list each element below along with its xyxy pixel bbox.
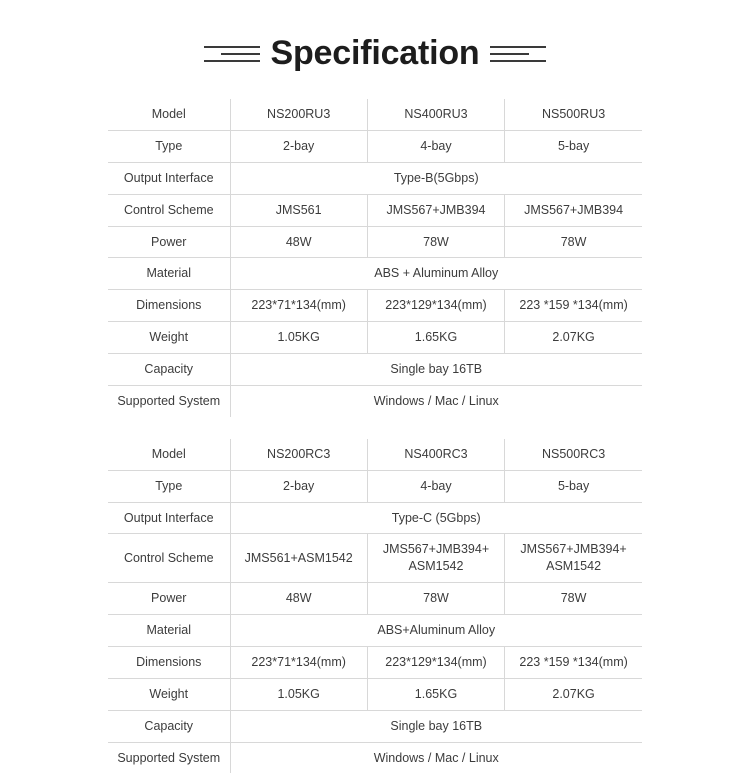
table-row xyxy=(108,534,642,583)
table-row xyxy=(108,502,642,534)
row-value: NS400RU3 xyxy=(367,99,504,130)
table-row xyxy=(108,290,642,322)
table-row xyxy=(108,646,642,678)
row-value: 48W xyxy=(230,226,367,258)
row-value: JMS567+JMB394+ ASM1542 xyxy=(505,534,642,583)
table-row xyxy=(108,470,642,502)
row-value: 1.65KG xyxy=(367,678,504,710)
row-value: 223*71*134(mm) xyxy=(230,646,367,678)
row-label: Output Interface xyxy=(108,502,230,534)
row-label: Dimensions xyxy=(108,290,230,322)
row-value: 1.05KG xyxy=(230,322,367,354)
row-value: 2-bay xyxy=(230,130,367,162)
row-value-merged: Windows / Mac / Linux xyxy=(230,742,642,773)
row-value: JMS567+JMB394+ ASM1542 xyxy=(367,534,504,583)
row-value: 223*129*134(mm) xyxy=(367,646,504,678)
title-rule-right-icon xyxy=(490,46,546,62)
row-label: Supported System xyxy=(108,385,230,416)
table-row xyxy=(108,710,642,742)
row-value: NS200RU3 xyxy=(230,99,367,130)
row-value: 5-bay xyxy=(505,470,642,502)
table-row xyxy=(108,678,642,710)
row-value-merged: Type-C (5Gbps) xyxy=(230,502,642,534)
row-value: 78W xyxy=(367,226,504,258)
row-value: 78W xyxy=(367,583,504,615)
row-value: JMS567+JMB394 xyxy=(367,194,504,226)
spec-table-usb-b xyxy=(108,99,642,417)
row-label: Capacity xyxy=(108,710,230,742)
row-value: 223 *159 *134(mm) xyxy=(505,290,642,322)
table-row xyxy=(108,439,642,470)
row-label: Model xyxy=(108,99,230,130)
row-label: Material xyxy=(108,258,230,290)
table-row xyxy=(108,130,642,162)
row-label: Control Scheme xyxy=(108,534,230,583)
page-title: Specification xyxy=(270,34,480,72)
row-value: 2.07KG xyxy=(505,322,642,354)
row-label: Power xyxy=(108,583,230,615)
row-value: 223*129*134(mm) xyxy=(367,290,504,322)
row-label: Control Scheme xyxy=(108,194,230,226)
table-row xyxy=(108,194,642,226)
row-label: Type xyxy=(108,470,230,502)
row-value: 78W xyxy=(505,583,642,615)
row-label: Type xyxy=(108,130,230,162)
page-title-block xyxy=(0,34,750,73)
row-label: Capacity xyxy=(108,354,230,386)
row-value: 4-bay xyxy=(367,470,504,502)
row-value: JMS567+JMB394 xyxy=(505,194,642,226)
table-row xyxy=(108,226,642,258)
table-row xyxy=(108,742,642,773)
table-row xyxy=(108,385,642,416)
row-value-merged: Windows / Mac / Linux xyxy=(230,385,642,416)
spec-table-usb-b-body xyxy=(108,99,642,417)
specification-page xyxy=(0,34,750,784)
table-row xyxy=(108,162,642,194)
row-label: Weight xyxy=(108,322,230,354)
table-row xyxy=(108,99,642,130)
row-label: Model xyxy=(108,439,230,470)
row-label: Output Interface xyxy=(108,162,230,194)
row-value: JMS561 xyxy=(230,194,367,226)
row-value: 78W xyxy=(505,226,642,258)
row-value: NS200RC3 xyxy=(230,439,367,470)
row-value: 48W xyxy=(230,583,367,615)
row-label: Weight xyxy=(108,678,230,710)
row-value-merged: ABS+Aluminum Alloy xyxy=(230,615,642,647)
row-value: 2-bay xyxy=(230,470,367,502)
row-value: NS400RC3 xyxy=(367,439,504,470)
row-value-merged: Single bay 16TB xyxy=(230,354,642,386)
row-value-merged: ABS + Aluminum Alloy xyxy=(230,258,642,290)
row-value: NS500RC3 xyxy=(505,439,642,470)
row-value-merged: Type-B(5Gbps) xyxy=(230,162,642,194)
row-value: 2.07KG xyxy=(505,678,642,710)
row-value: 1.65KG xyxy=(367,322,504,354)
row-value: 5-bay xyxy=(505,130,642,162)
row-value-merged: Single bay 16TB xyxy=(230,710,642,742)
table-row xyxy=(108,258,642,290)
row-label: Supported System xyxy=(108,742,230,773)
table-row xyxy=(108,615,642,647)
row-value: 4-bay xyxy=(367,130,504,162)
row-value: 1.05KG xyxy=(230,678,367,710)
row-value: JMS561+ASM1542 xyxy=(230,534,367,583)
row-label: Power xyxy=(108,226,230,258)
spec-table-usb-c-body xyxy=(108,439,642,774)
row-label: Material xyxy=(108,615,230,647)
row-label: Dimensions xyxy=(108,646,230,678)
title-rule-left-icon xyxy=(204,46,260,62)
row-value: 223*71*134(mm) xyxy=(230,290,367,322)
table-row xyxy=(108,583,642,615)
table-row xyxy=(108,322,642,354)
spec-table-usb-c xyxy=(108,439,642,774)
row-value: NS500RU3 xyxy=(505,99,642,130)
row-value: 223 *159 *134(mm) xyxy=(505,646,642,678)
table-row xyxy=(108,354,642,386)
